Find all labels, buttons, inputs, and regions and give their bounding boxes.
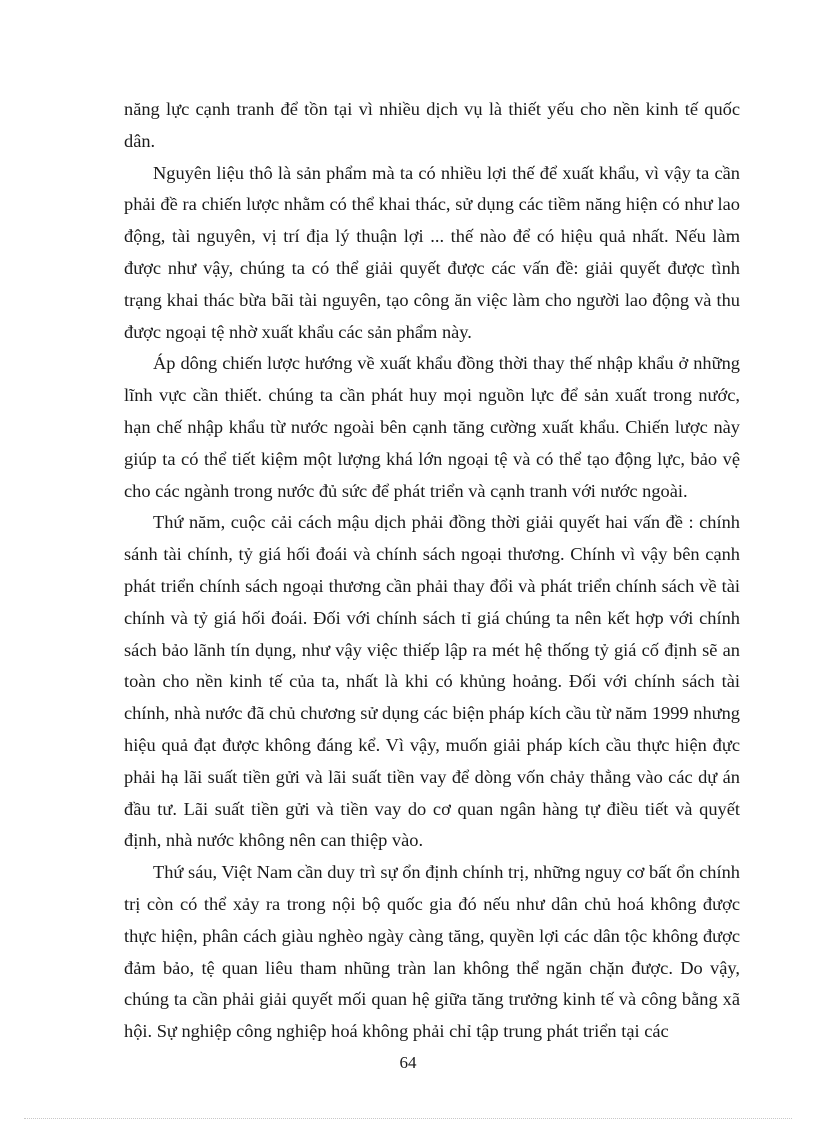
page-body: [124, 94, 740, 1048]
paragraph-export-strategy: Áp dông chiến lược hướng về xuất khẩu đồng thời thay thế nhập khẩu ở những lĩnh vực cần thiết. chúng ta cần phát huy mọi nguồn lực để sản xuất trong nước, hạn chế nhập khẩu từ nước ngoài bên cạnh tăng cường xuất khẩu. Chiến lược này giúp ta có thể tiết kiệm một lượng khá lớn ngoại tệ và có thể tạo động lực, bảo vệ cho các ngành trong nước đủ sức để phát triển và cạnh tranh với nước ngoài.: [124, 353, 740, 501]
page-bottom-divider: [24, 1118, 792, 1119]
paragraph-fifth-point: Thứ năm, cuộc cải cách mậu dịch phải đồng thời giải quyết hai vấn đề : chính sánh tài chính, tỷ giá hối đoái và chính sách ngoại thương. Chính vì vậy bên cạnh phát triển chính sách ngoại thương cần phải thay đổi và phát triển chính sách về tài chính và tỷ giá hối đoái. Đối với chính sách tỉ giá chúng ta nên kết hợp với chính sách bảo lãnh tín dụng, như vậy việc thiếp lập ra mét hệ thống tỷ giá cố định sẽ an toàn cho nền kinh tế của ta, nhất là khi có khủng hoảng. Đối với chính sách tài chính, nhà nước đã chủ chương sử dụng các biện pháp kích cầu từ năm 1999 nhưng hiệu quả đạt được không đáng kể. Vì vậy, muốn giải pháp kích cầu thực hiện đực phải hạ lãi suất tiền gửi và lãi suất tiền vay để dòng vốn chảy thẳng vào các dự án đầu tư. Lãi suất tiền gửi và tiền vay do cơ quan ngân hàng tự điều tiết và quyết định, nhà nước không nên can thiệp vào.: [124, 512, 740, 851]
paragraph-continuation: năng lực cạnh tranh để tồn tại vì nhiều dịch vụ là thiết yếu cho nền kinh tế quốc dân.: [124, 99, 740, 151]
page-number: 64: [399, 1053, 417, 1072]
paragraph-raw-materials: Nguyên liệu thô là sản phẩm mà ta có nhiều lợi thế để xuất khẩu, vì vậy ta cần phải đề ra chiến lược nhằm có thể khai thác, sử dụng các tiềm năng hiện có như lao động, tài nguyên, vị trí địa lý thuận lợi ... thế nào để có hiệu quả nhất. Nếu làm được như vậy, chúng ta có thể giải quyết được các vấn đề: giải quyết được tình trạng khai thác bừa bãi tài nguyên, tạo công ăn việc làm cho người lao động và thu được ngoại tệ nhờ xuất khẩu các sản phẩm này.: [124, 162, 740, 342]
paragraph-sixth-point: Thứ sáu, Việt Nam cần duy trì sự ổn định chính trị, những nguy cơ bất ổn chính trị còn có thể xảy ra trong nội bộ quốc gia đó nếu như dân chủ hoá không được thực hiện, phân cách giàu nghèo ngày càng tăng, quyền lợi các dân tộc không được đảm bảo, tệ quan liêu tham nhũng tràn lan không thể ngăn chặn được. Do vậy, chúng ta cần phải giải quyết mối quan hệ giữa tăng trưởng kinh tế và công bằng xã hội. Sự nghiệp công nghiệp hoá không phải chỉ tập trung phát triển tại các: [124, 862, 740, 1042]
